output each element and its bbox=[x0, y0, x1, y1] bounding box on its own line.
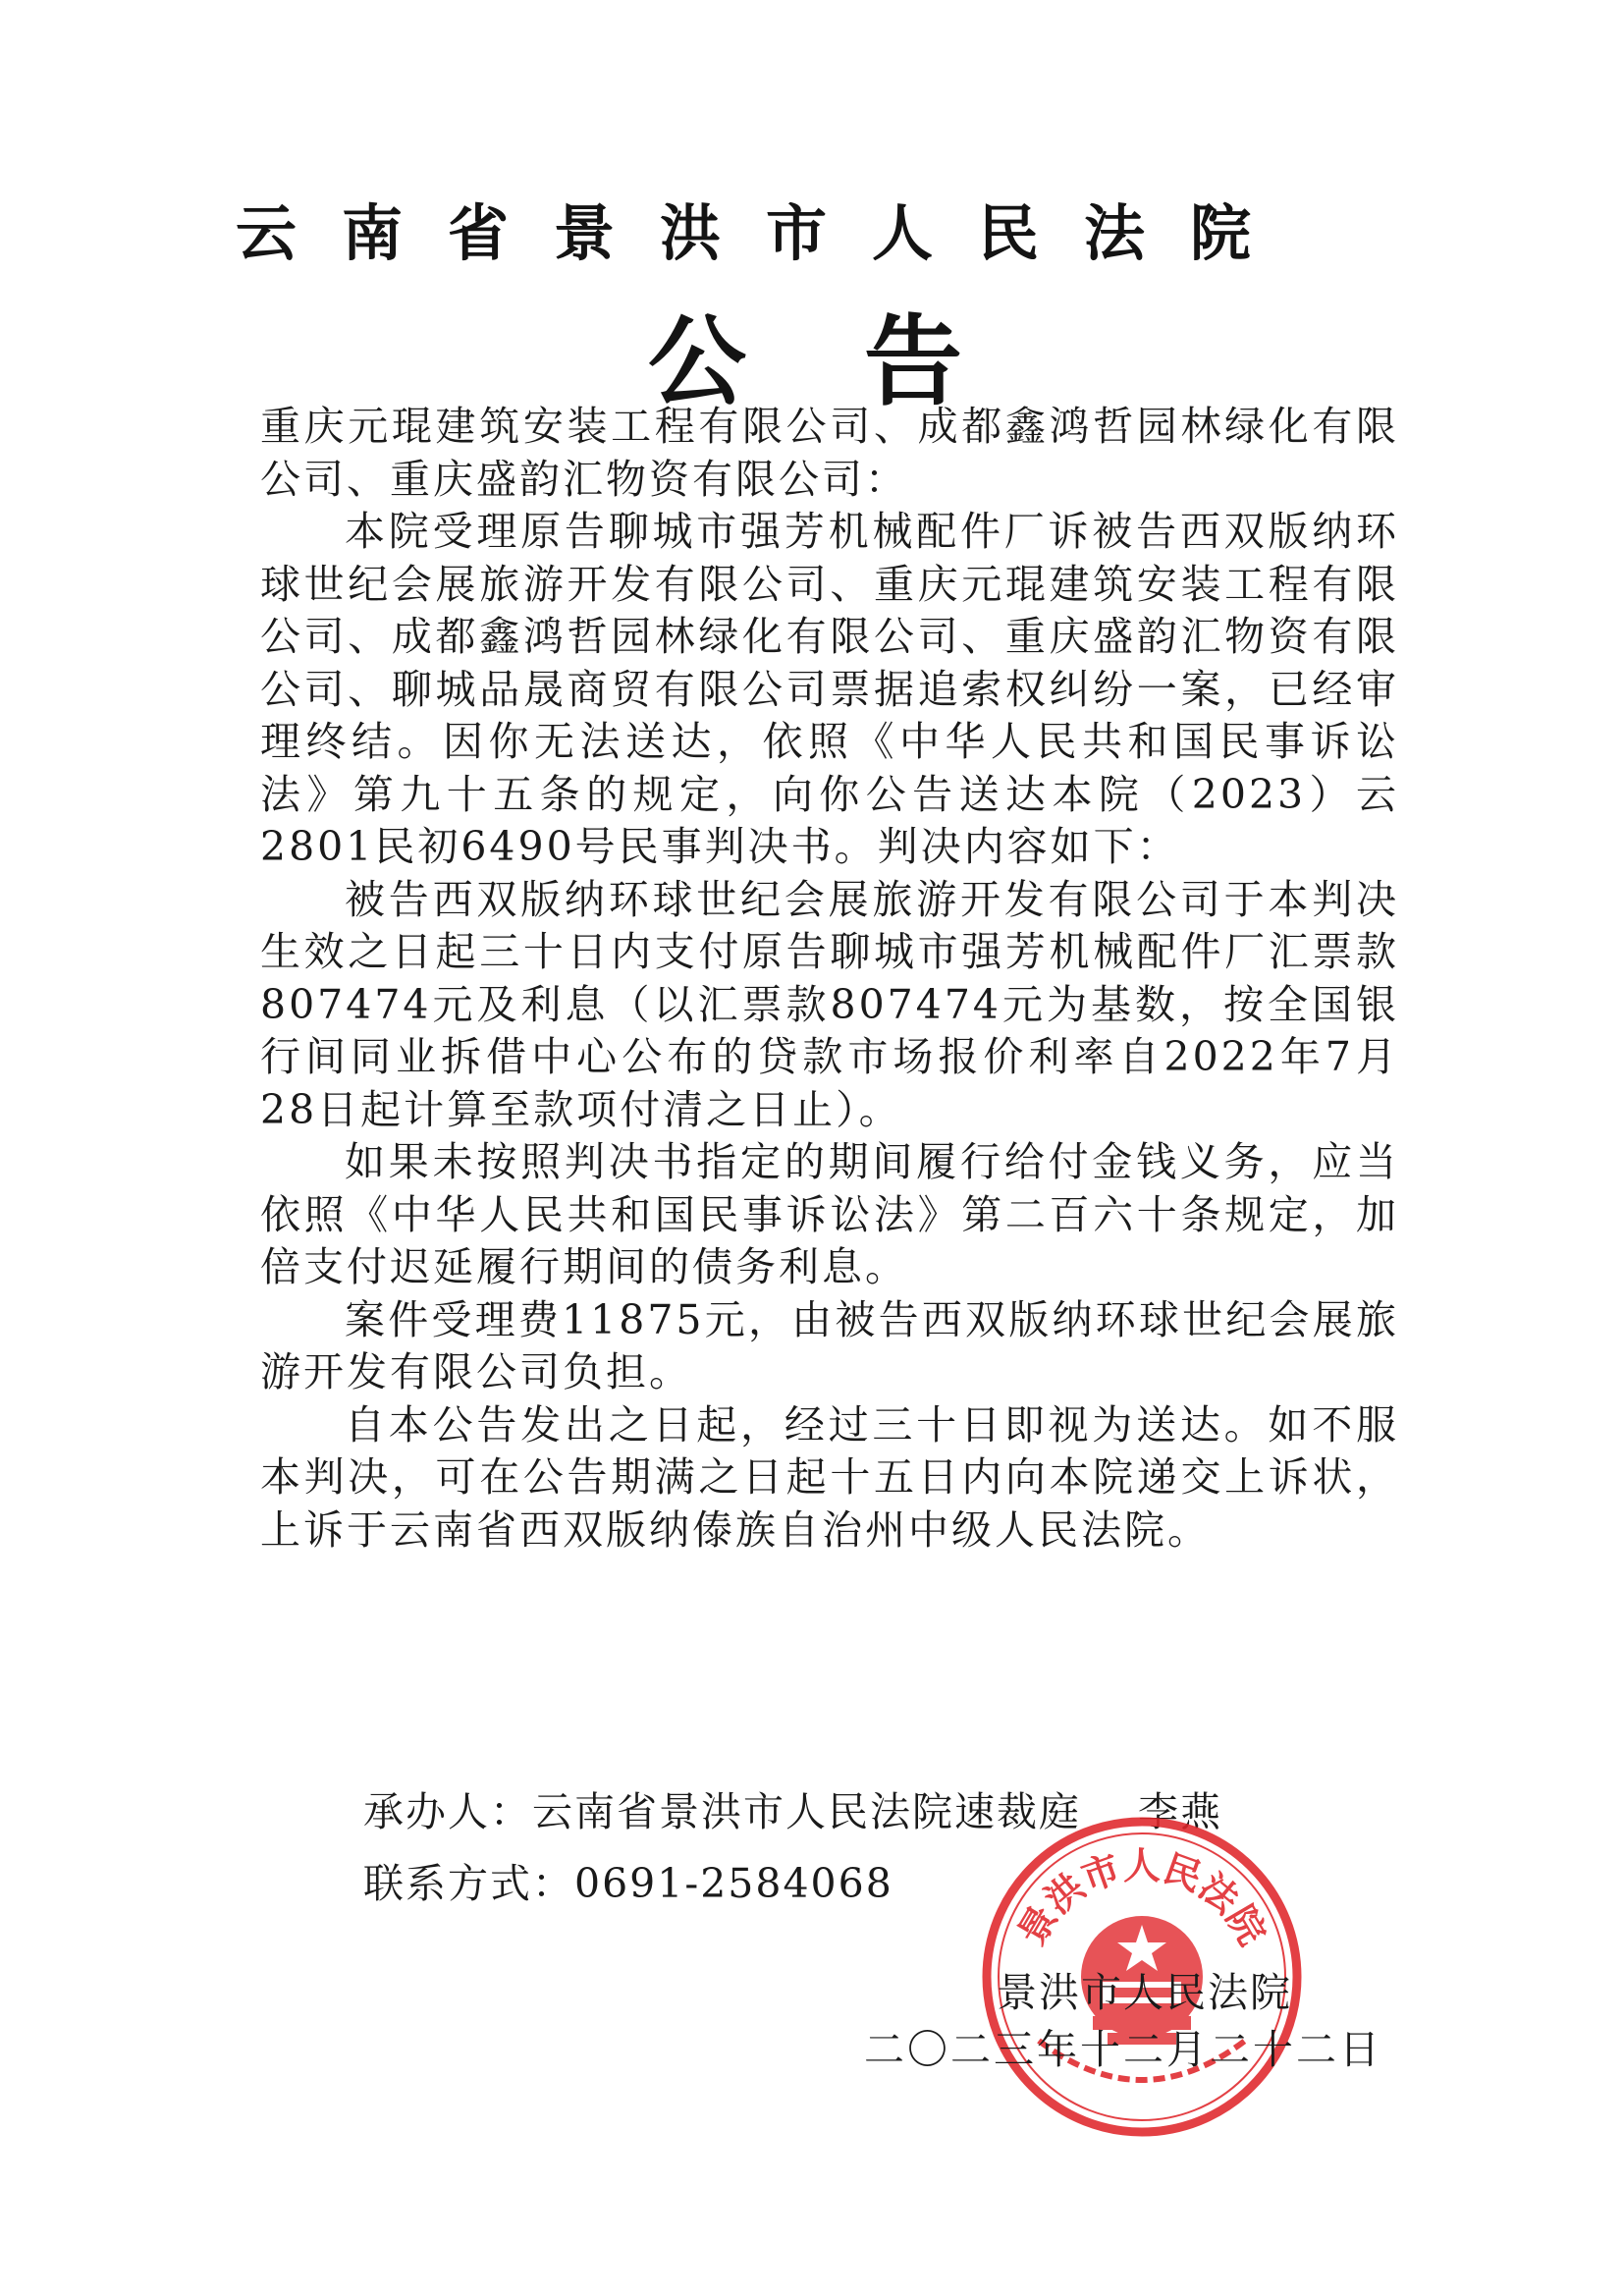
paragraph-case-summary: 本院受理原告聊城市强芳机械配件厂诉被告西双版纳环球世纪会展旅游开发有限公司、重庆元琨建筑安装工程有限公司、成都鑫鸿哲园林绿化有限公司、重庆盛韵汇物资有限公司、聊城品晟商贸有限公司票据追索权纠纷一案，已经审理终结。因你无法送达，依照《中华人民共和国民事诉讼法》第九十五条的规定，向你公告送达本院（2023）云2801民初6490号民事判决书。判决内容如下： bbox=[260, 508, 1399, 870]
paragraph-service-appeal: 自本公告发出之日起，经过三十日即视为送达。如不服本判决，可在公告期满之日起十五日内向本院递交上诉状，上诉于云南省西双版纳傣族自治州中级人民法院。 bbox=[260, 1400, 1399, 1554]
court-signature: 景洪市人民法院 bbox=[997, 1969, 1292, 2016]
court-name-heading: 云南省景洪市人民法院 bbox=[236, 197, 1297, 269]
notice-title: 公告 bbox=[648, 304, 1080, 419]
notice-body bbox=[260, 401, 1399, 1557]
svg-text:景洪市人民法院: 景洪市人民法院 bbox=[1008, 1843, 1275, 1953]
handler-label: 承办人：云南省景洪市人民法院速裁庭 bbox=[363, 1788, 1081, 1835]
issue-date: 二〇二三年十二月二十二日 bbox=[864, 2026, 1382, 2073]
handler-name: 李燕 bbox=[1138, 1788, 1222, 1835]
paragraph-fees: 案件受理费11875元，由被告西双版纳环球世纪会展旅游开发有限公司负担。 bbox=[260, 1295, 1399, 1395]
contact-line: 联系方式：0691-2584068 bbox=[363, 1860, 893, 1907]
paragraph-late-payment: 如果未按照判决书指定的期间履行给付金钱义务，应当依照《中华人民共和国民事诉讼法》第二百六十条规定，加倍支付迟延履行期间的债务利息。 bbox=[260, 1138, 1399, 1290]
addressee: 重庆元琨建筑安装工程有限公司、成都鑫鸿哲园林绿化有限公司、重庆盛韵汇物资有限公司： bbox=[260, 403, 1399, 503]
paragraph-judgment: 被告西双版纳环球世纪会展旅游开发有限公司于本判决生效之日起三十日内支付原告聊城市强芳机械配件厂汇票款807474元及利息（以汇票款807474元为基数，按全国银行间同业拆借中心公布的贷款市场报价利率自2022年7月28日起计算至款项付清之日止）。 bbox=[260, 875, 1399, 1133]
